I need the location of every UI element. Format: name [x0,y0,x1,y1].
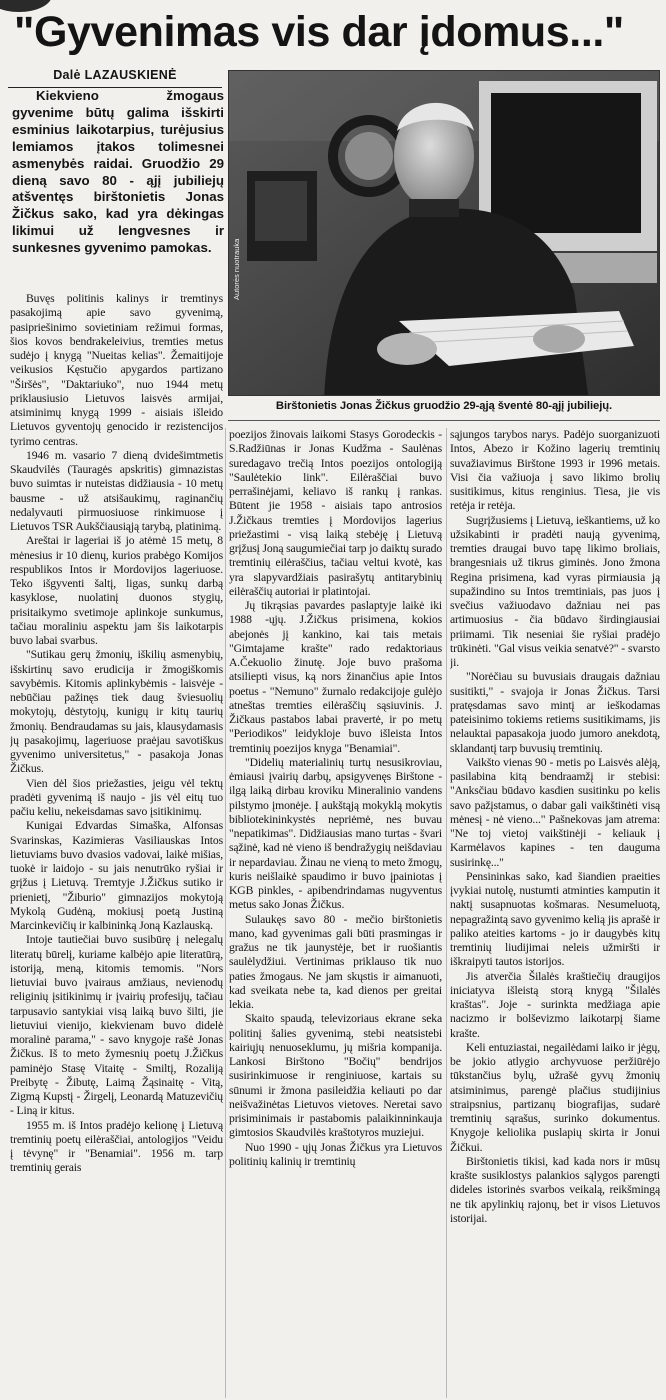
article-column-1 [10,292,223,1398]
paragraph: Nuo 1990 - ųjų Jonas Žičkus yra Lietuvos politinių kalinių ir tremtinių [229,1140,442,1168]
column-divider [225,428,226,1398]
paragraph: "Norėčiau su buvusiais draugais dažniau susitikti," - svajoja ir Jonas Žičkus. Tarsi pratęsdamas savo mintį ar ieškodamas pateisinimo tokiems retiems susitikimams, jis nelauktai papasakoja juodo jumoro anekdotą, sklandantį tarp buvusių tremtinių. [450,670,660,755]
byline-box [8,66,222,88]
paragraph: 1955 m. iš Intos pradėjo kelionę į Lietuvą tremtinių poetų eilėraščiai, antologijos "Veidu į tėvynę" ir "Benamiai". 1956 m. tarp tremtinių gerais [10,1118,223,1175]
article-lead: Kiekvieno žmogaus gyvenime būtų galima išskirti esminius laikotarpius, turėjusius lemiamos įtakos tolimesnei asmenybės raidai. Gruodžio 29 dieną savo 80 - ąjį jubiliejų atšventęs birštonietis Jonas Žičkus sako, kad yra dėkingas likimui už lengvesnes ir sunkesnes gyvenimo pamokas. [12,88,224,256]
paragraph: Sugrįžusiems į Lietuvą, ieškantiems, už ko užsikabinti ir pradėti naują gyvenimą, tremties draugai buvo tapę likimo broliais, brangesniais už tikrus giminės. Jono žmona Regina prisimena, kad vyras pirmiausia ją supažindino su Intos tremtiniais, pas juos į svečius važiuodavo dažniau nei pas artimuosius - čia būdavo širdingiausiai priimami. Tik neseniai šie ryšiai pradėjo trūkinėti. "Gal visus veikia senatvė?" - svarsto ji. [450,513,660,669]
article-column-3 [450,0,660,1398]
author-byline: Dalė LAZAUSKIENĖ [53,68,177,82]
paragraph: Vien dėl šios priežasties, jeigu vėl tektų pradėti gyvenimą iš naujo - jis vėl eitų tuo pačiu keliu, nekeisdamas savo įsitikinimų. [10,776,223,818]
paragraph: Sulaukęs savo 80 - mečio birštonietis mano, kad gyvenimas gali būti prasmingas ir gražus ne tik jaunystėje, bet ir ruošiantis saulėlydžiui. Vertinimas priklauso tik nuo paties žmogaus. Ne jam skųstis ir aimanuoti, kad sveikata nebe ta, kad dienos per greitai lekia. [229,912,442,1011]
paragraph: Birštonietis tikisi, kad kada nors ir mūsų krašte susiklostys palankios sąlygos parengti dideles istorinės svarbos veikalą, reikšmingą ne tik apylinkių rajonų, bet ir visos Lietuvos istorijai. [450,1154,660,1225]
paragraph: 1946 m. vasario 7 dieną dvidešimtmetis Skaudvilės (Tauragės apskritis) gimnazistas buvo suimtas ir nuteistas didžiausia - 10 metų bausme - už atsišaukimų, raginančių nedalyvauti pirmuosiuose rinkimuose į Lietuvos TSR Aukščiausiąją tarybą, platinimą. [10,448,223,533]
paragraph: Intoje tautiečiai buvo susibūrę į nelegalų literatų būrelį, kuriame kalbėjo apie literatūrą, istoriją, meną, kitomis temomis. "Nors lietuviai buvo įvairaus amžiaus, nevienodų religinių įsitikinimų ir įvairių profesijų, tačiau tarpusavio santykiai visą laiką buvo šilti, jie lietuviui vienijo, kiekvienam buvo didelė moralinė parama," - savo knygoje rašė Jonas Žičkus. Iš to meto žymesnių poetų J.Žičkus paminėjo Stasę Vitaitę - Smiltį, Rozaliją Preibytę - Žibutę, Laimą Žąsinaitę - Vitą, Zigmą Kupstį - Žirgelį, Leonardą Matuzevičių - Liną ir kitus. [10,933,223,1118]
paragraph: Vaikšto vienas 90 - metis po Laisvės alėją, pasilabina kitą bendraamžį ir stebisi: "Anksčiau būdavo kasdien susitinku po kelis savo pažįstamus, o dabar gali vaikštinėti visą mėnesį - nė vieno..." Pašnekovas jam atrema: "Ne toj vietoj vaikštinėji - keliauk į Karmėlavos kapines - ten dauguma susirinkę..." [450,755,660,869]
paragraph: Jų tikrąsias pavardes paslaptyje laikė iki 1988 -ųjų. J.Žičkus prisimena, kokios abejonės jį kankino, kai tais metais "Gimtajame krašte" rado redaktoriaus A.Čekuolio žinutę. Joje buvo prašoma atsiliepti visus, ką nors žinančius apie Intos poetus - "Nemuno" žurnalo redakcijoje gulėjo atneštas tremties eilėraščių sąsiuvinis. J. Žičkaus pastabos labai pravertė, ir po metų "Periodikos" leidykloje buvo išleista Intos tremtinių poezijos knyga "Benamiai". [229,599,442,755]
paragraph: Keli entuziastai, negailėdami laiko ir jėgų, be jokio atlygio archyvuose peržiūrėjo tūkstančius bylų, užrašė gyvų žmonių atsiminimus, parengė plačius studijinius straipsnius, partizanų biografijas, sudarė tremtinių sąrašus, surinko dokumentus. Knygoje keliolika puslapių skirta ir Jonui Žičkui. [450,1040,660,1154]
column-divider [446,428,447,1398]
paragraph: poezijos žinovais laikomi Stasys Gorodeckis - S.Radžiūnas ir Jonas Kudžma - Saulėnas suredagavo trečią Intos poezijos ontologiją "Saulėtekio link". Eilėraščiai buvo perrašinėjami, keliavo iš rankų į rankas. Būtent jie 1958 - aisiais tapo antrosios J.Žičkaus tremties į Mordovijos lagerius priežastimi - visą laiką stebėję į Lietuvą grįžusį Joną saugumiečiai tarp jo daiktų surado tremtinių eilėraščius, tačiau veltui kvotė, kas yra slapyvardžiais pasirašytų antitarybinių eilėraščių autoriai ir platintojai. [229,428,442,598]
photo-credit: Autorės nuotrauka [232,238,241,300]
paragraph: Kunigai Edvardas Simaška, Alfonsas Svarinskas, Kazimieras Vasiliauskas Intos lietuviams buvo dvasios vadovai, laikė mišias, tuokė ir laidojo - su jais nenutrūko ryšiai ir grįžus į Lietuvą. Tremtyje J.Žičkus sutiko ir prienietį, "Žiburio" gimnazijos mokytoją Mykolą Gudėną, mokiusį poetą Justiną Marcinkevičių ir kalbininką Joną Kazlauską. [10,819,223,932]
paragraph: "Sutikau gerų žmonių, iškilių asmenybių, išskirtinų savo erudicija ir žmogiškomis savybėmis. Kitomis aplinkybėmis - laisvėje - nebūčiau pažinęs tiek daug šviesuolių mokytojų, dėstytojų, kunigų ir kitų taurių žmonių. Bendraudamas su jais, klausydamasis jų pasakojimų, lageriuose praėjau savotiškus gyvenimo universitetus," - pasakoja Jonas Žičkus. [10,648,223,776]
article-column-2 [229,428,442,1398]
paragraph: Buvęs politinis kalinys ir tremtinys pasakojimą apie savo gyvenimą, pasipriešinimo sovietiniam režimui formas, šios kovos bendrakeleivius, tremties metus sudėjo į knygą "Nueitas kelias". Žemaitijoje veikusios Kęstučio apygardos partizano "Širšės", "Daktariuko", nuo 1944 metų priklausiusio Lietuvos laisvės armijai, atsiminimų knygą 1999 - aisiais išleido Lietuvos gyventojų genocido ir rezistencijos tyrimo centras. [10,292,223,448]
paragraph: "Didelių materialinių turtų nesusikroviau, ėmiausi įvairių darbų, apsigyvenęs Birštone - ilgą laiką dirbau kroviku Mineralinio vandens pilstymo įmonėje. Į aukštąją mokyklą mokytis bibliotekininkystės nepriėmė, nes buvau "nepatikimas". Didžiausias mano turtas - švari sąžinė, kad nė vieno iš bendražygių neišdaviau ir nepardaviau. Žinau ne vieną to meto žmogų, kuris neišlaikė spaudimo ir buvo įpainiotas į KGB pinkles, - apibendrindamas nugyventus metus sako Jonas Žičkus. [229,755,442,912]
paragraph: Skaito spaudą, televizoriaus ekrane seka politinį šalies gyvenimą, stebi neatsistebi kairiųjų nenuoseklumu, jų mišria kompanija. Lankosi Birštono "Bočių" bendrijos susirinkimuose ir renginiuose, kartais su sūnumi ir žmona pasileidžia keliauti po dar neišvažinėtas Lietuvos vietoves. Neretai savo prisiminimais ir pastabomis palaikinninkauja gimtosios Skaudvilės kraštotyros muziejui. [229,1012,442,1140]
photo-caption: Birštonietis Jonas Žičkus gruodžio 29-ąją šventė 80-ąjį jubiliejų. [275,400,613,412]
paragraph: Jis atverčia Šilalės kraštiečių draugijos iniciatyva išleistą storą knygą "Šilalės kraštas". Joje - surinkta medžiaga apie nacizmo ir bolševizmo laikotarpį šiame krašte. [450,969,660,1040]
paragraph: sąjungos tarybos narys. Padėjo suorganizuoti Intos, Abezo ir Kožino lagerių tremtinių suvažiavimus Birštone 1993 ir 1996 metais. Visi čia važiuoja į savo likimo brolių susitikimus, kitus renginius. Tiesa, jie vis retėja ir retėja. [450,428,660,513]
article-headline: "Gyvenimas vis dar įdomus..." [14,8,624,56]
paragraph: Pensininkas sako, kad šiandien praeities įvykiai nutolę, nustumti atminties kamputin it naktį susapnuotas košmaras. Nesumeluotą, nepagražintą savo gyvenimo kelią jis aprašė ir paliko ateities kartoms - jo ir daugybės kitų tremtinių liudijimai neleis užmiršti ir iškraipyti tautos istorijos. [450,869,660,969]
paragraph: Areštai ir lageriai iš jo atėmė 15 metų, 8 mėnesius ir 10 dienų, kurios prabėgo Komijos respublikos Intos ir Mordovijos lageriuose. Teko išgyventi šaltį, ligas, sunkų darbą kasyklose, nuolatinį duonos stygių, prisitaikymo svetimoje aplinkoje sunkumus, tačiau moraliniu aspektu jam šis laikotarpis buvo labai svarbus. [10,534,223,647]
